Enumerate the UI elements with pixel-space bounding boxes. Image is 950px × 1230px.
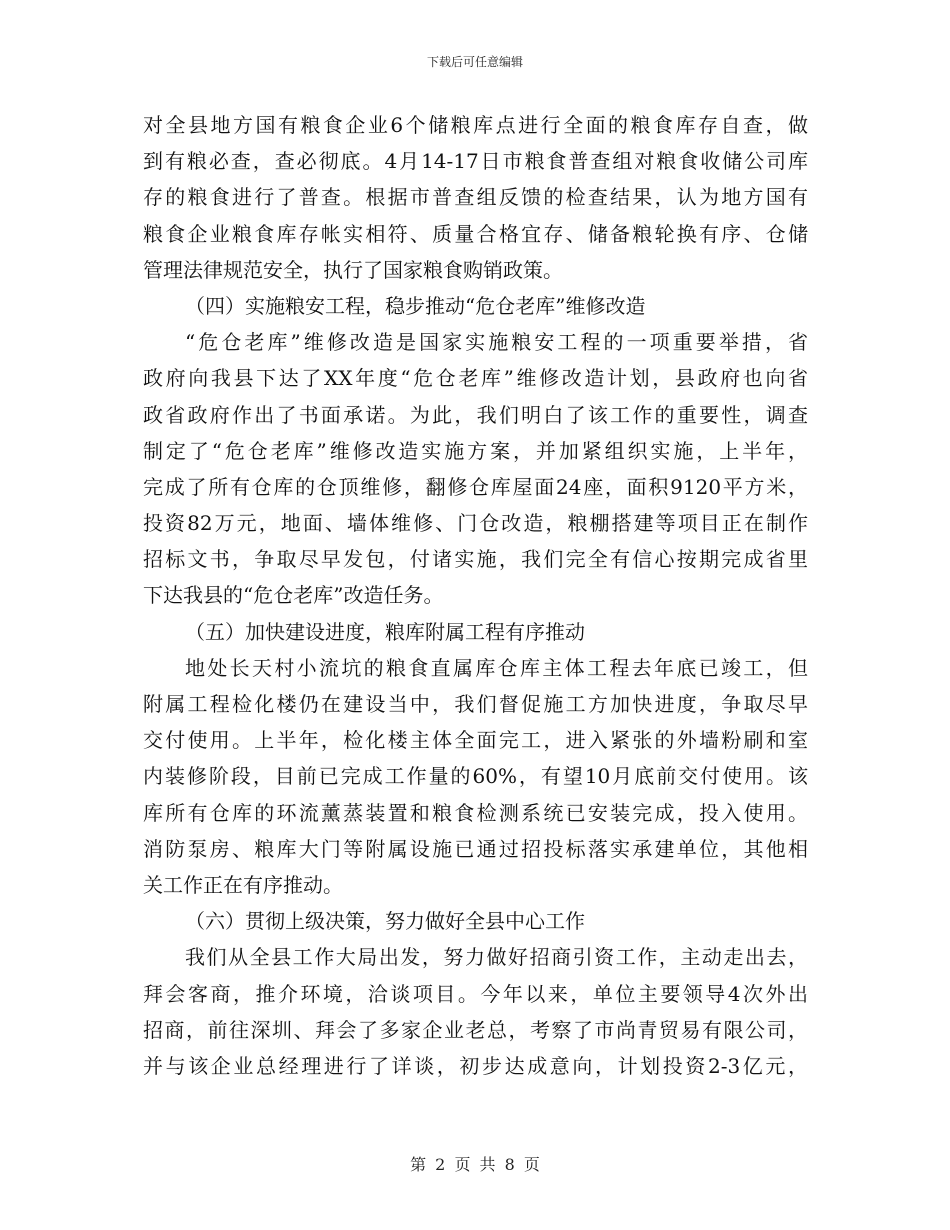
page-number-footer: 第 2 页 共 8 页 <box>410 1155 540 1174</box>
body-line: 政府向我县下达了XX年度“危仓老库”维修改造计划，县政府也向省 <box>143 366 808 391</box>
section-heading: （五）加快建设进度，粮库附属工程有序推动 <box>185 619 585 644</box>
body-line: 招标文书，争取尽早发包，付诸实施，我们完全有信心按期完成省里 <box>143 547 808 572</box>
body-line: 交付使用。上半年，检化楼主体全面完工，进入紧张的外墙粉刷和室 <box>143 728 808 753</box>
body-line: 制定了“危仓老库”维修改造实施方案，并加紧组织实施，上半年， <box>143 438 808 463</box>
body-line: 招商，前往深圳、拜会了多家企业老总，考察了市尚青贸易有限公司， <box>143 1017 808 1042</box>
body-line: 管理法律规范安全，执行了国家粮食购销政策。 <box>143 257 563 282</box>
body-line: 消防泵房、粮库大门等附属设施已通过招投标落实承建单位，其他相 <box>143 836 808 861</box>
body-line: 投资82万元，地面、墙体维修、门仓改造，粮棚搭建等项目正在制作 <box>143 511 808 536</box>
body-line: 拜会客商，推介环境，洽谈项目。今年以来，单位主要领导4次外出 <box>143 981 808 1006</box>
body-line: 附属工程检化楼仍在建设当中，我们督促施工方加快进度，争取尽早 <box>143 692 808 716</box>
body-line: 并与该企业总经理进行了详谈，初步达成意向，计划投资2-3亿元， <box>143 1053 808 1078</box>
body-line: 内装修阶段，目前已完成工作量的60%，有望10月底前交付使用。该 <box>143 764 808 789</box>
body-line: 关工作正在有序推动。 <box>143 872 343 897</box>
body-line: 完成了所有仓库的仓顶维修，翻修仓库屋面24座，面积9120平方米， <box>143 474 808 499</box>
document-body <box>143 107 808 1084</box>
body-line: 到有粮必查，查必彻底。4月14-17日市粮食普查组对粮食收储公司库 <box>143 149 808 174</box>
page-header: 下载后可任意编辑 <box>426 55 523 69</box>
body-line: “危仓老库”维修改造是国家实施粮安工程的一项重要举措，省 <box>185 330 808 355</box>
body-line: 存的粮食进行了普查。根据市普查组反馈的检查结果，认为地方国有 <box>143 185 808 210</box>
body-line: 地处长天村小流坑的粮食直属库仓库主体工程去年底已竣工，但 <box>185 655 808 680</box>
body-line: 库所有仓库的环流薰蒸装置和粮食检测系统已安装完成，投入使用。 <box>143 800 808 825</box>
section-heading: （四）实施粮安工程，稳步推动“危仓老库”维修改造 <box>185 293 646 318</box>
body-line: 粮食企业粮食库存帐实相符、质量合格宜存、储备粮轮换有序、仓储 <box>143 221 808 246</box>
section-heading: （六）贯彻上级决策，努力做好全县中心工作 <box>185 909 585 934</box>
body-line: 下达我县的“危仓老库”改造任务。 <box>143 583 444 608</box>
body-line: 政省政府作出了书面承诺。为此，我们明白了该工作的重要性，调查 <box>143 402 808 427</box>
body-line: 对全县地方国有粮食企业6个储粮库点进行全面的粮食库存自查，做 <box>143 113 808 137</box>
body-line: 我们从全县工作大局出发，努力做好招商引资工作，主动走出去， <box>185 945 808 970</box>
